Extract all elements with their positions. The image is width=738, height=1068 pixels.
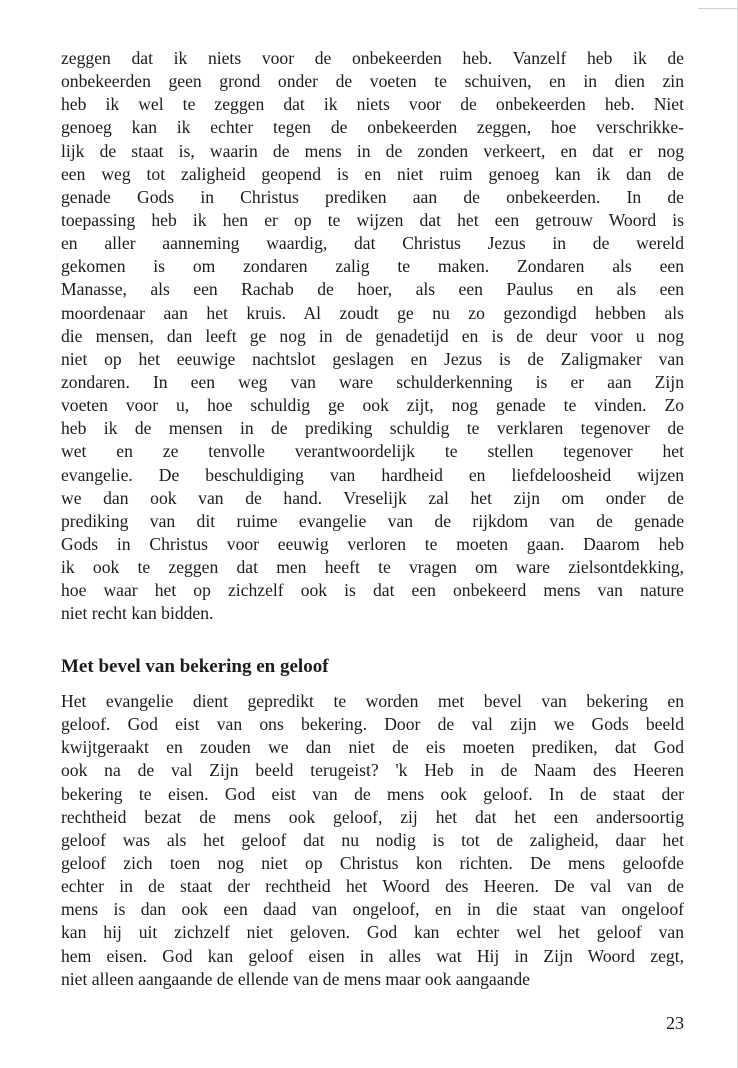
- text-line: niet op het eeuwige nachtslot geslagen en Jezus is de Zaligmaker van: [61, 348, 684, 369]
- text-line: rechtheid bezat de mens ook geloof, zij het dat het een andersoortig: [61, 806, 684, 827]
- text-line: we dan ook van de hand. Vreselijk zal het zijn om onder de: [61, 487, 684, 508]
- text-line: Het evangelie dient gepredikt te worden met bevel van bekering en: [61, 691, 684, 711]
- text-line: onbekeerden geen grond onder de voeten te schuiven, en in dien zin: [61, 71, 684, 92]
- text-line: genoeg kan ik echter tegen de onbekeerden zeggen, hoe verschrikke-: [61, 117, 684, 138]
- text-line: evangelie. De beschuldiging van hardheid en liefdeloosheid wijzen: [61, 464, 684, 485]
- text-line: heb ik wel te zeggen dat ik niets voor de onbekeerden heb. Niet: [61, 94, 684, 115]
- text-line: echter in de staat der rechtheid het Woord des Heeren. De val van de: [61, 876, 684, 897]
- text-line: hem eisen. God kan geloof eisen in alles wat Hij in Zijn Woord zegt,: [61, 945, 684, 966]
- text-line: niet alleen aangaande de ellende van de mens maar ook aangaande: [61, 968, 530, 989]
- text-line: niet recht kan bidden.: [61, 603, 214, 624]
- text-line: bekering te eisen. God eist van de mens ook geloof. In de staat der: [61, 783, 684, 804]
- text-line: prediking van dit ruime evangelie van de rijkdom van de genade: [61, 510, 684, 531]
- text-line: geloof was als het geloof dat nu nodig is tot de zaligheid, daar het: [61, 829, 684, 850]
- text-line: een weg tot zaligheid geopend is en niet ruim genoeg kan ik dan de: [61, 163, 684, 184]
- text-line: kan hij uit zichzelf niet geloven. God kan echter wel het geloof van: [61, 922, 684, 943]
- text-line: en aller aanneming waardig, dat Christus Jezus in de wereld: [61, 233, 684, 254]
- text-line: genade Gods in Christus prediken aan de onbekeerden. In de: [61, 186, 684, 207]
- text-line: hoe waar het op zichzelf ook is dat een onbekeerd mens van nature: [61, 580, 684, 601]
- text-line: die mensen, dan leeft ge nog in de genadetijd en is de deur voor u nog: [61, 325, 684, 346]
- text-line: wet en ze tenvolle verantwoordelijk te stellen tegenover het: [61, 441, 684, 462]
- text-line: Gods in Christus voor eeuwig verloren te moeten gaan. Daarom heb: [61, 533, 684, 554]
- section-heading: Met bevel van bekering en geloof: [61, 656, 329, 677]
- page-number: 23: [666, 1013, 684, 1033]
- text-line: kwijtgeraakt en zouden we dan niet de eis moeten prediken, dat God: [61, 737, 684, 758]
- text-line: voeten voor u, hoe schuldig ge ook zijt, nog genade te vinden. Zo: [61, 395, 684, 416]
- text-line: moordenaar aan het kruis. Al zoudt ge nu zo gezondigd hebben als: [61, 302, 684, 323]
- text-line: geloof. God eist van ons bekering. Door de val zijn we Gods beeld: [61, 714, 684, 735]
- text-line: geloof zich toen nog niet op Christus kon richten. De mens geloofde: [61, 852, 684, 873]
- text-line: lijk de staat is, waarin de mens in de zonden verkeert, en dat er nog: [61, 140, 684, 161]
- text-line: gekomen is om zondaren zalig te maken. Zondaren als een: [61, 256, 684, 277]
- text-line: zeggen dat ik niets voor de onbekeerden heb. Vanzelf heb ik de: [61, 48, 684, 68]
- body-paragraph-2: [61, 690, 684, 991]
- text-line: ook na de val Zijn beeld terugeist? 'k Heb in de Naam des Heeren: [61, 760, 684, 781]
- text-line: toepassing heb ik hen er op te wijzen dat het een getrouw Woord is: [61, 209, 684, 230]
- body-paragraph-1: [61, 47, 684, 626]
- text-line: mens is dan ook een daad van ongeloof, en in die staat van ongeloof: [61, 899, 684, 920]
- text-line: heb ik de mensen in de prediking schuldig te verklaren tegenover de: [61, 418, 684, 439]
- text-line: ik ook te zeggen dat men heeft te vragen om ware zielsontdekking,: [61, 557, 684, 578]
- crop-mark: [698, 8, 738, 9]
- text-line: zondaren. In een weg van ware schulderkenning is er aan Zijn: [61, 371, 684, 392]
- text-line: Manasse, als een Rachab de hoer, als een Paulus en als een: [61, 279, 684, 300]
